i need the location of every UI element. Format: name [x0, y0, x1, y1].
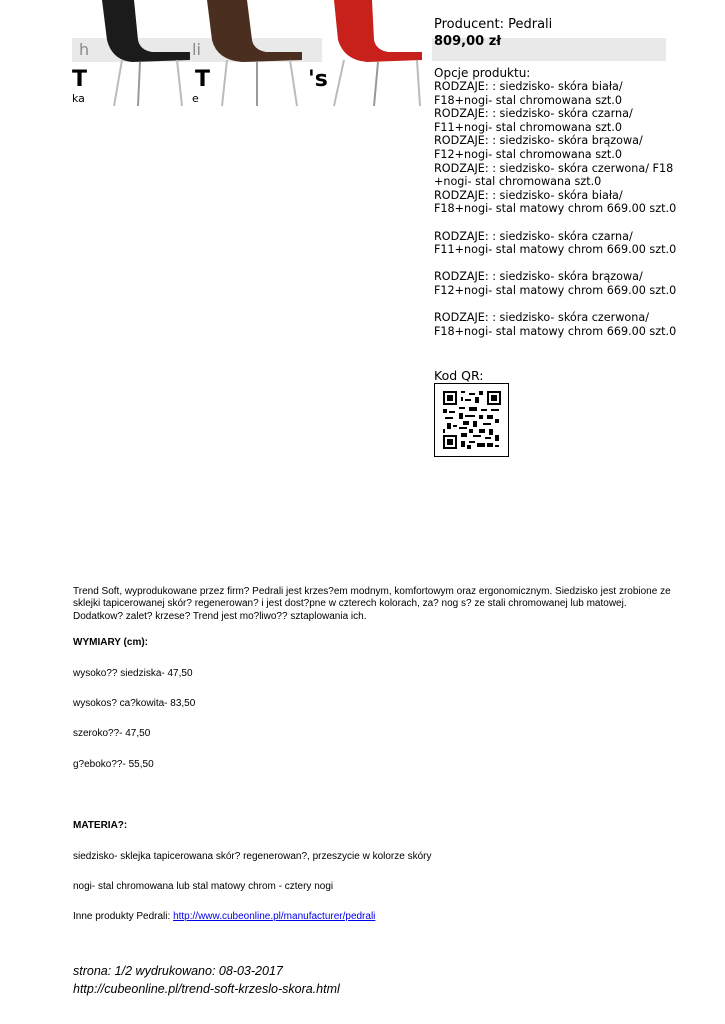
other-products-line [73, 911, 375, 922]
title-fragment: T [195, 67, 211, 92]
dimensions-heading: WYMIARY (cm): [73, 637, 148, 648]
dimension-item: wysoko?? siedziska- 47,50 [73, 668, 193, 679]
option-item: RODZAJE: : siedzisko- skóra czarna/ F11+nogi- stal matowy chrom 669.00 szt.0 [434, 229, 677, 257]
header-fragment: li [192, 40, 201, 59]
qr-code [434, 383, 509, 457]
brown-chair-image[interactable] [202, 0, 302, 106]
option-item: RODZAJE: : siedzisko- skóra brązowa/ F12+nogi- stal chromowana szt.0 [434, 134, 643, 161]
title-fragment: 's [308, 67, 328, 92]
dimension-item: g?eboko??- 55,50 [73, 759, 154, 770]
material-item: nogi- stal chromowana lub stal matowy chrom - cztery nogi [73, 881, 334, 892]
breadcrumb-fragment: e [192, 92, 199, 105]
option-item: RODZAJE: : siedzisko- skóra czerwona/ F18 +nogi- stal chromowana szt.0 [434, 161, 674, 189]
price: 809,00 zł [434, 34, 502, 49]
other-products-label: Inne produkty Pedrali: [73, 911, 174, 922]
dimension-item: wysokos? ca?kowita- 83,50 [73, 698, 196, 709]
red-chair-image[interactable] [322, 0, 422, 106]
chair-icon [322, 0, 422, 106]
option-item: RODZAJE: : siedzisko- skóra czerwona/ F18+nogi- stal matowy chrom 669.00 szt.0 [434, 311, 677, 338]
breadcrumb-fragment: ka [72, 92, 85, 105]
title-fragment: T [72, 67, 88, 92]
product-description: Trend Soft, wyprodukowane przez firm? Pedrali jest krzes?em modnym, komfortowym oraz ergonomicznym. Siedzisko jest zrobione ze sklejki tapicerowanej skór? regenerowan? i jest dost?pne w czterech kolorach, za? nog s? ze stali chromowanej lub matowej. Dodatkow? zalet? krzese? Trend jest mo?liwo?? sztaplowania ich. [73, 586, 671, 622]
page-info: strona: 1/2 wydrukowano: 08-03-2017 [73, 964, 283, 978]
chair-icon [92, 0, 192, 106]
option-item: RODZAJE: : siedzisko- skóra biała/ F18+nogi- stal matowy chrom 669.00 szt.0 [434, 188, 677, 216]
option-item: RODZAJE: : siedzisko- skóra brązowa/ F12+nogi- stal matowy chrom 669.00 szt.0 [434, 270, 677, 297]
producer-label: Producent: Pedrali [434, 17, 553, 32]
qr-label: Kod QR: [434, 368, 484, 383]
option-item: RODZAJE: : siedzisko- skóra czarna/ F11+nogi- stal chromowana szt.0 [434, 107, 633, 134]
dimension-item: szeroko??- 47,50 [73, 728, 151, 739]
product-options-list [434, 80, 679, 338]
options-title: Opcje produktu: [434, 66, 531, 80]
chair-icon [202, 0, 302, 106]
manufacturer-link[interactable]: http://www.cubeonline.pl/manufacturer/pedrali [173, 911, 376, 922]
materials-heading: MATERIA?: [73, 820, 128, 831]
header-fragment: h [79, 40, 90, 59]
page-url: http://cubeonline.pl/trend-soft-krzeslo-skora.html [73, 982, 340, 996]
option-item: RODZAJE: : siedzisko- skóra biała/ F18+nogi- stal chromowana szt.0 [434, 80, 623, 107]
material-item: siedzisko- sklejka tapicerowana skór? regenerowan?, przeszycie w kolorze skóry [73, 851, 432, 862]
qr-code-icon [443, 391, 501, 449]
black-chair-image[interactable] [92, 0, 192, 106]
